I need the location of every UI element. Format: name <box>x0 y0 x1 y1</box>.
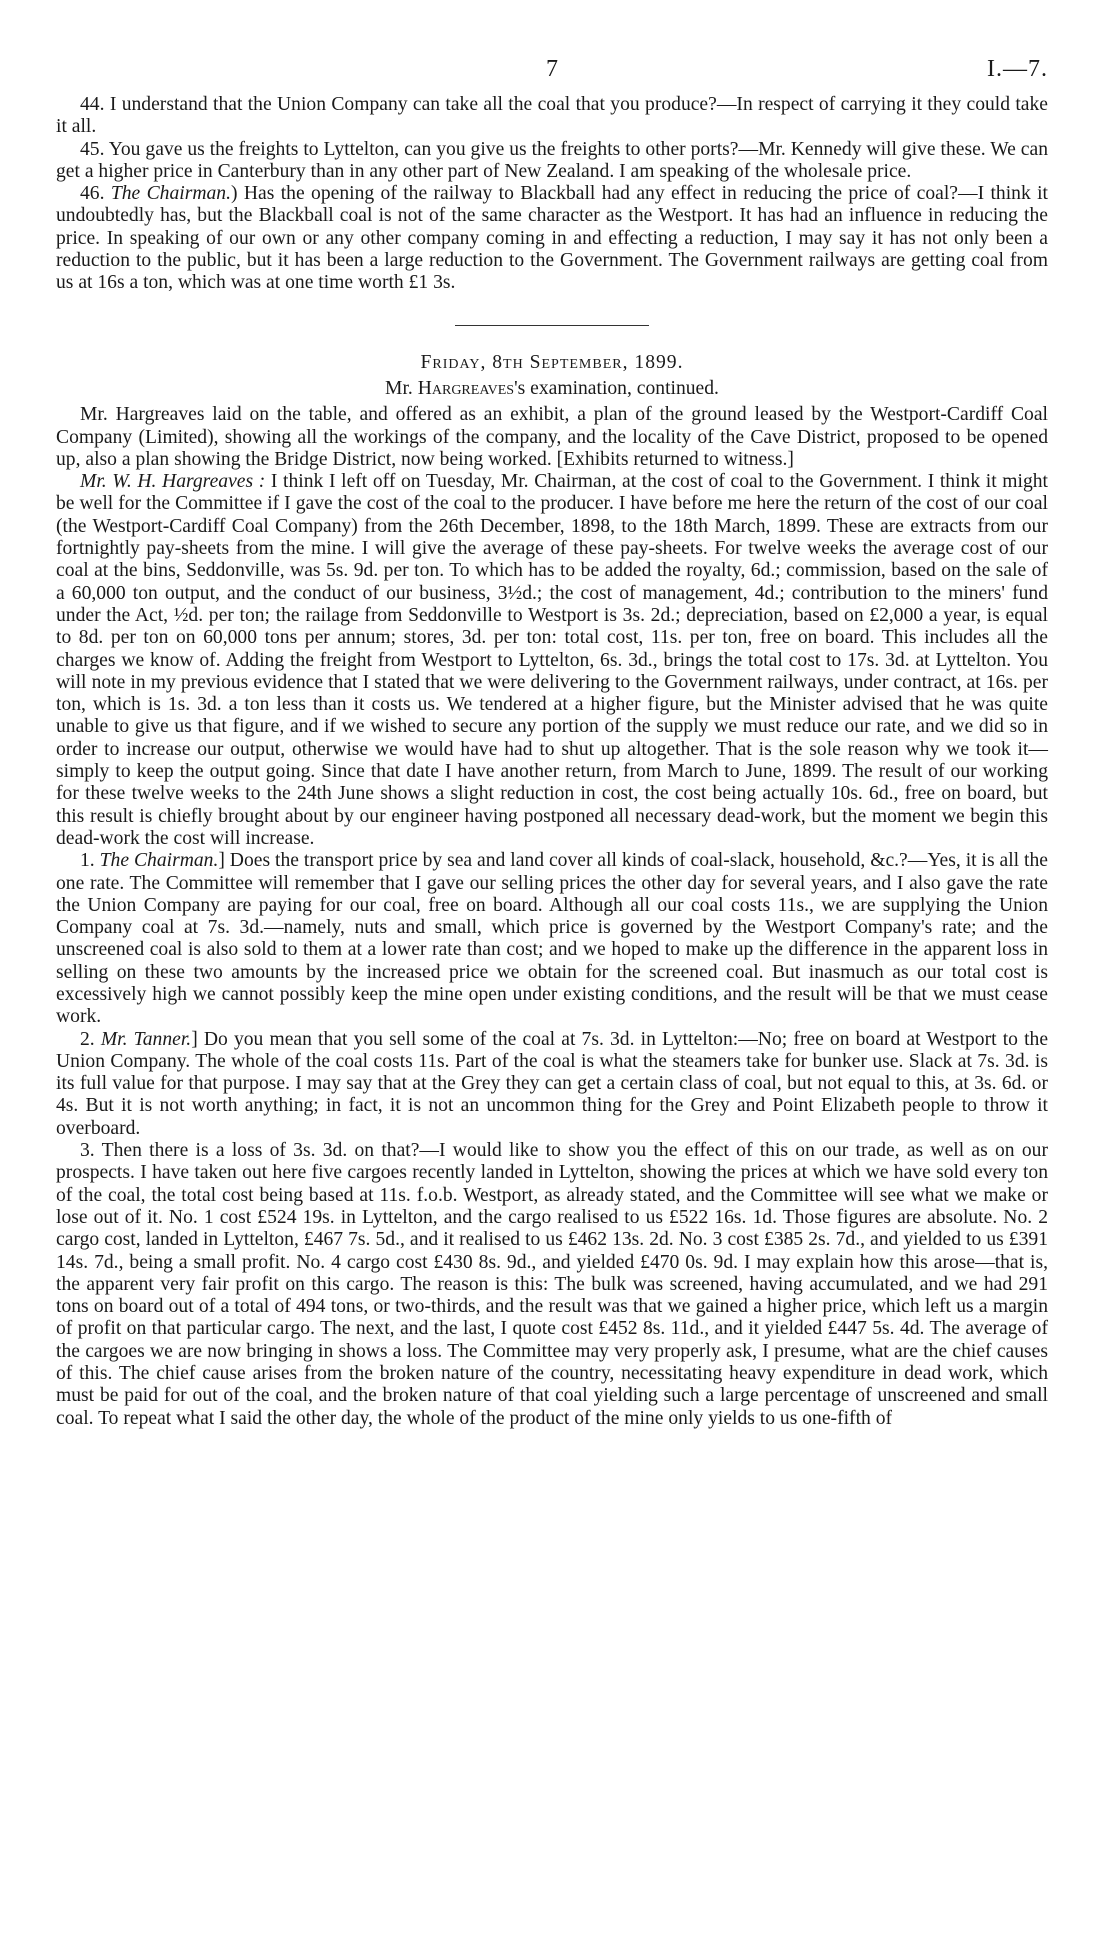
section-divider <box>455 325 649 326</box>
witness-statement <box>56 471 1048 850</box>
speaker-hargreaves: Mr. W. H. Hargreaves : <box>80 471 266 493</box>
question-45: 45. You gave us the freights to Lyttelton, can you give us the freights to other ports?—Mr. Kennedy will give these. We can get a higher price in Canterbury than in any other part of New Zealand. I am speaking of the wholesale price. <box>56 138 1048 182</box>
witness-statement-text: I think I left off on Tuesday, Mr. Chairman, at the cost of coal to the Government. I think it might be well for the Committee if I gave the cost of the coal to the producer. I have before me here the return of the cost of our coal (the Westport-Cardiff Coal Company) from the 26th December, 1898, to the 18th March, 1899. These are extracts from our fortnightly pay-sheets from the mine. I will give the average of these pay-sheets. For twelve weeks the average cost of our coal at the bins, Seddonville, was 5s. 9d. per ton. To which has to be added the royalty, 6d.; commission, based on the sale of a 60,000 ton output, and the conduct of our business, 3½d.; the cost of management, 4d.; contribution to the miners' fund under the Act, ½d. per ton; the railage from Seddonville to Westport is 3s. 2d.; depreciation, based on £2,000 a year, is equal to 8d. per ton on 60,000 tons per annum; stores, 3d. per ton: total cost, 11s. per ton, free on board. This includes all the charges we know of. Adding the freight from Westport to Lyttelton, 6s. 3d., brings the total cost to 17s. 3d. at Lyttelton. You will note in my previous evidence that I stated that we were delivering to the Government railways, under contract, at 16s. per ton, which is 1s. 3d. a ton less than it costs us. We tendered at a higher figure, but the Minister advised that he was quite unable to give us that figure, and if we wished to secure any portion of the supply we must reduce our rate, and we did so in order to increase our output, otherwise we would have had to shut up altogether. That is the sole reason why we took it—simply to keep the output going. Since that date I have another return, from March to June, 1899. The result of our working for these twelve weeks to the 24th June shows a slight reduction in cost, the cost being actually 10s. 6d., free on board, but this result is chiefly brought about by our engineer having postponed all necessary dead-work, but the moment we begin this dead-work the cost will increase. <box>56 471 1049 849</box>
question-44: 44. I understand that the Union Company can take all the coal that you produce?—In respect of carrying it they could take it all. <box>56 94 1048 138</box>
subheading-suffix: 's examination, continued. <box>514 377 719 399</box>
document-page <box>56 58 1048 1430</box>
document-reference: I.—7. <box>987 56 1048 82</box>
page-header <box>56 58 1048 94</box>
speaker-chairman: The Chairman. <box>110 183 231 205</box>
speaker-chairman-q1: The Chairman. <box>99 850 219 872</box>
question-46: 46. The Chairman.) Has the opening of the railway to Blackball had any effect in reducing the price of coal?—I think it undoubtedly has, but the Blackball coal is not of the same character as the Westport. It has had an influence in reducing the price. In speaking of our own or any other company coming in and effecting a reduction, I may say it has not only been a reduction to the public, but it has been a large reduction to the Government. The Government railways are getting coal from us at 16s a ton, which was at one time worth £1 3s. <box>56 183 1048 294</box>
question-3: 3. Then there is a loss of 3s. 3d. on that?—I would like to show you the effect of this on our trade, as well as on our prospects. I have taken out here five cargoes recently landed in Lyttelton, showing the prices at which we have sold every ton of the coal, the total cost being based at 11s. f.o.b. Westport, as already stated, and the Committee will see what we make or lose out of it. No. 1 cost £524 19s. in Lyttelton, and the cargo realised to us £522 16s. 1d. Those figures are absolute. No. 2 cargo cost, landed in Lyttelton, £467 7s. 5d., and it realised to us £462 13s. 2d. No. 3 cost £385 2s. 7d., and yielded to us £391 14s. 7d., being a small profit. No. 4 cargo cost £430 8s. 9d., and yielded £470 0s. 9d. I may explain how this arose—that is, the apparent very fair profit on this cargo. The reason is this: The bulk was screened, having accumulated, and we had 291 tons on board out of a total of 494 tons, or two-thirds, and the result was that we gained a higher price, which left us a margin of profit on that particular cargo. The next, and the last, I quote cost £452 8s. 11d., and it yielded £447 5s. 4d. The average of the cargoes we are now bringing in shows a loss. The Committee may very properly ask, I presume, what are the chief causes of this. The chief cause arises from the broken nature of the country, necessitating heavy expenditure in dead work, which must be paid for out of the coal, and the broken nature of that coal yielding such a large percentage of unscreened and small coal. To repeat what I said the other day, the whole of the product of the mine only yields to us one-fifth of <box>56 1140 1048 1429</box>
page-number: 7 <box>546 56 558 82</box>
question-1-text: ] Does the transport price by sea and land cover all kinds of coal-slack, household, &c.?—Yes, it is all the one rate. The Committee will remember that I gave our selling prices the other day for several years, and I also gave the rate the Union Company are paying for our coal, free on board. Although all our coal costs 11s., we are supplying the Union Company coal at 7s. 3d.—namely, nuts and small, which price is governed by the Westport Company's rate; and the unscreened coal is also sold to them at a lower rate than cost; and we hoped to make up the difference in the apparent loss in selling on these two amounts by the increased price we obtain for the screened coal. But inasmuch as our total cost is excessively high we cannot possibly keep the mine open under existing conditions, and the result will be that we must cease work. <box>56 850 1048 1028</box>
witness-name: Hargreaves <box>417 377 515 399</box>
question-2-text: ] Do you mean that you sell some of the coal at 7s. 3d. in Lyttelton:—No; free on board at Westport to the Union Company. The whole of the coal costs 11s. Part of the coal is what the steamers take for bunker use. Slack at 7s. 3d. is its full value for that purpose. I may say that at the Grey they can get a certain class of coal, but not equal to this, at 3s. 6d. or 4s. But it is not worth anything; in fact, it is not an uncommon thing for the Grey and Point Elizabeth people to throw it overboard. <box>56 1028 1049 1139</box>
subheading-prefix: Mr. <box>385 377 418 399</box>
question-1-number: 1. <box>80 850 100 872</box>
question-2-number: 2. <box>80 1028 101 1050</box>
question-1 <box>56 850 1048 1028</box>
speaker-tanner: Mr. Tanner. <box>100 1028 192 1050</box>
question-2 <box>56 1029 1048 1140</box>
question-46-text: ) Has the opening of the railway to Blackball had any effect in reducing the price of coal?—I think it undoubtedly has, but the Blackball coal is not of the same character as the Westport. It has had an influence in reducing the price. In speaking of our own or any other company coming in and effecting a reduction, I may say it has not only been a reduction to the public, but it has been a large reduction to the Government. The Government railways are getting coal from us at 16s a ton, which was at one time worth £1 3s. <box>56 183 1048 294</box>
section-subheading <box>56 378 1048 400</box>
section-date: Friday, 8th September, 1899. <box>420 351 684 373</box>
exhibit-paragraph: Mr. Hargreaves laid on the table, and offered as an exhibit, a plan of the ground leased by the Westport-Cardiff Coal Company (Limited), showing all the workings of the company, and the locality of the Cave District, proposed to be opened up, also a plan showing the Bridge District, now being worked. [Exhibits returned to witness.] <box>56 404 1048 470</box>
